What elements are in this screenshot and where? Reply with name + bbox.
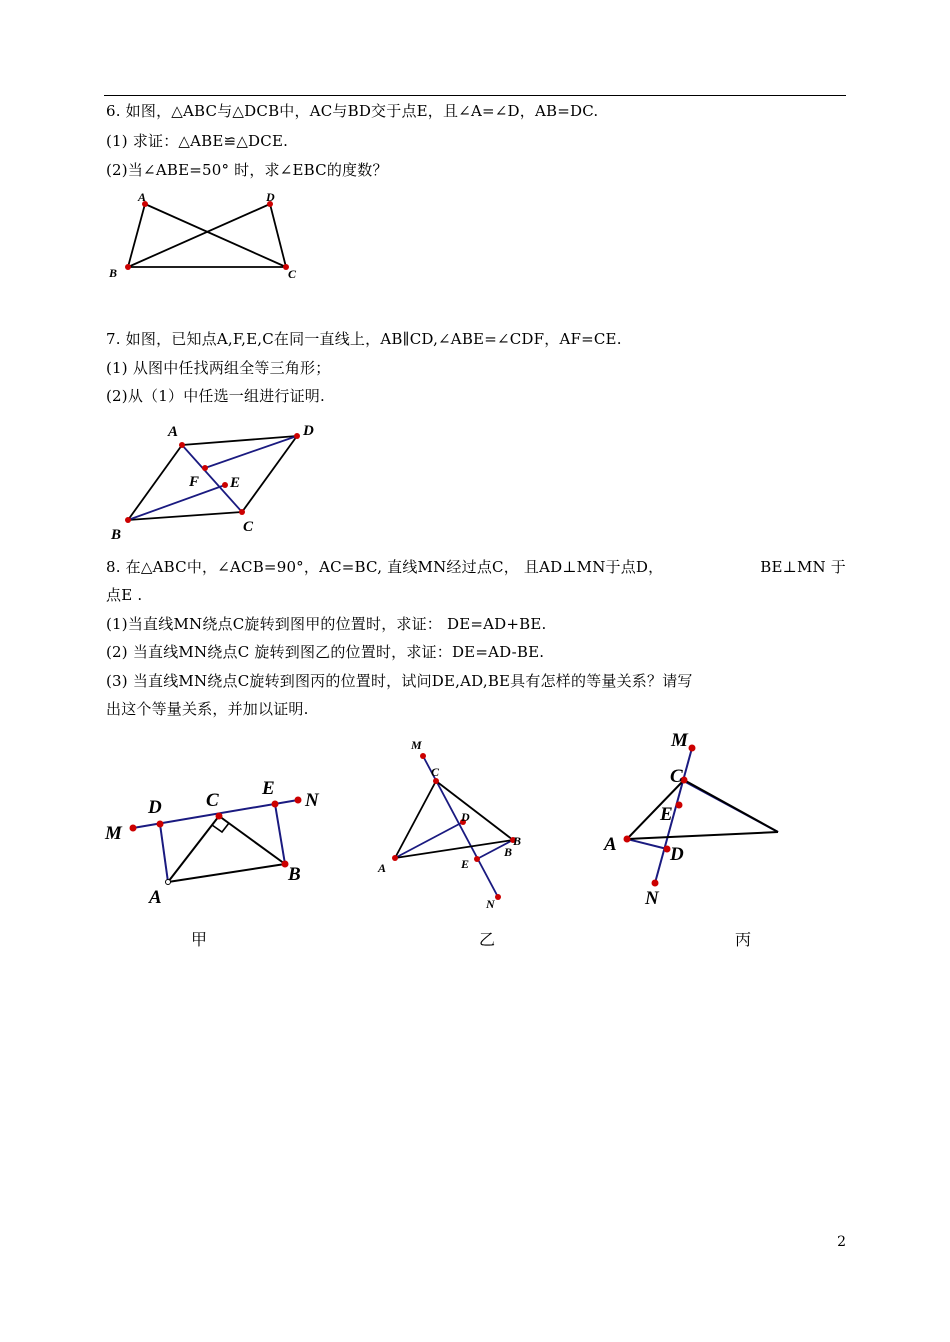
- header-rule: [104, 95, 846, 96]
- p6-label-d: D: [266, 190, 275, 204]
- figure-p8-bing: [595, 725, 795, 915]
- p7-label-b: B: [111, 527, 122, 543]
- jia-label-c: C: [206, 790, 219, 811]
- p8-line-1-left: 8. 在△ABC中，∠ACB=90°，AC=BC, 直线MN经过点C， 且AD⊥MN于点D，: [106, 558, 664, 576]
- yi-label-e: E: [461, 857, 470, 871]
- p8-line-2: 点E .: [106, 586, 143, 604]
- p6-line-1: 6. 如图，△ABC与△DCB中，AC与BD交于点E，且∠A=∠D，AB=DC.: [106, 102, 599, 120]
- yi-label-n: N: [486, 897, 495, 911]
- p7-label-c: C: [243, 519, 254, 535]
- page-number: 2: [837, 1234, 846, 1250]
- p7-label-d: D: [303, 423, 314, 439]
- jia-label-m: M: [105, 823, 122, 844]
- figure-p8-yi: [370, 735, 540, 915]
- figure-p8-jia: [100, 770, 330, 915]
- bing-label-e: E: [660, 804, 673, 825]
- p7-line-2: (1) 从图中任找两组全等三角形；: [106, 359, 331, 377]
- bing-label-d: D: [670, 844, 684, 865]
- figure-p7: [100, 415, 340, 545]
- p6-line-3: (2)当∠ABE=50° 时，求∠EBC的度数？: [106, 161, 388, 179]
- jia-label-e: E: [262, 778, 275, 799]
- figure-p6: [100, 185, 320, 285]
- bing-label-n: N: [645, 888, 659, 909]
- caption-jia: 甲: [191, 930, 208, 949]
- p7-label-e: E: [230, 475, 241, 491]
- yi-label-m: M: [411, 738, 422, 752]
- yi-label-d: D: [461, 810, 470, 824]
- yi-label-b2: B: [513, 834, 522, 848]
- jia-label-d: D: [148, 797, 162, 818]
- p8-line-4: (2) 当直线MN绕点C 旋转到图乙的位置时，求证：DE=AD-BE.: [106, 643, 545, 661]
- bing-label-m: M: [671, 730, 688, 751]
- p7-label-f: F: [189, 474, 200, 490]
- p7-line-3: (2)从（1）中任选一组进行证明.: [106, 387, 325, 405]
- p6-label-b: B: [109, 266, 118, 280]
- jia-label-n: N: [305, 790, 319, 811]
- p7-label-a: A: [168, 424, 179, 440]
- yi-label-a: A: [378, 861, 387, 875]
- yi-label-b: B: [504, 845, 513, 859]
- bing-label-c: C: [670, 766, 683, 787]
- jia-label-a: A: [149, 887, 162, 908]
- jia-label-b: B: [288, 864, 301, 885]
- yi-label-c: C: [431, 765, 440, 779]
- bing-label-a: A: [604, 834, 617, 855]
- p6-line-2: (1) 求证：△ABE≌△DCE.: [106, 132, 289, 150]
- p7-line-1: 7. 如图，已知点A,F,E,C在同一直线上，AB∥CD,∠ABE=∠CDF，AF=CE.: [106, 330, 622, 348]
- p6-label-a: A: [138, 190, 147, 204]
- caption-bing: 丙: [735, 930, 752, 949]
- p8-line-5: (3) 当直线MN绕点C旋转到图丙的位置时，试问DE,AD,BE具有怎样的等量关系？请写: [106, 672, 693, 690]
- p8-line-1-right: BE⊥MN 于: [760, 558, 846, 576]
- p8-line-6: 出这个等量关系，并加以证明.: [106, 700, 309, 718]
- p6-label-c: C: [288, 267, 297, 281]
- p8-line-3: (1)当直线MN绕点C旋转到图甲的位置时，求证： DE=AD+BE.: [106, 615, 547, 633]
- caption-yi: 乙: [479, 930, 496, 949]
